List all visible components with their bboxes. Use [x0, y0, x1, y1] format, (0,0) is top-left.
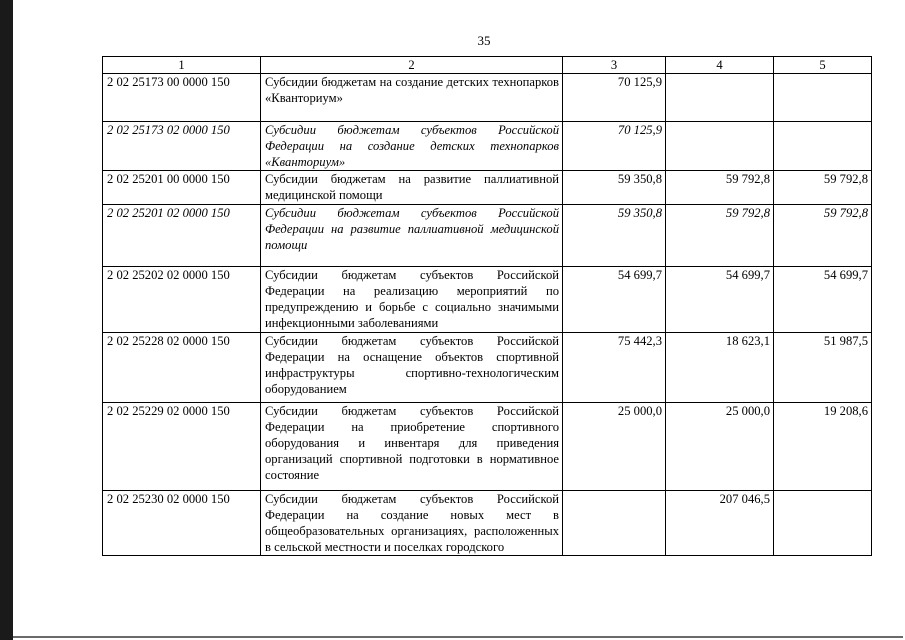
code-cell: 2 02 25201 00 0000 150 [103, 171, 261, 205]
column-header: 2 [261, 57, 563, 74]
amount-col3-cell: 59 350,8 [563, 171, 666, 205]
budget-table [102, 56, 872, 556]
column-header: 4 [666, 57, 774, 74]
amount-col4-cell: 25 000,0 [666, 403, 774, 491]
amount-col4-cell: 18 623,1 [666, 333, 774, 403]
code-cell: 2 02 25173 02 0000 150 [103, 122, 261, 171]
description-cell: Субсидии бюджетам на развитие паллиативной медицинской помощи [261, 171, 563, 205]
amount-col3-cell: 75 442,3 [563, 333, 666, 403]
description-cell: Субсидии бюджетам субъектов Российской Федерации на реализацию мероприятий по предупреждению и борьбе с социально значимыми инфекционными заболеваниями [261, 267, 563, 333]
amount-col5-cell: 51 987,5 [774, 333, 872, 403]
description-cell: Субсидии бюджетам субъектов Российской Федерации на создание детских технопарков «Кванториум» [261, 122, 563, 171]
code-cell: 2 02 25230 02 0000 150 [103, 491, 261, 556]
amount-col5-cell [774, 122, 872, 171]
amount-col4-cell: 54 699,7 [666, 267, 774, 333]
description-cell: Субсидии бюджетам субъектов Российской Федерации на создание новых мест в общеобразовательных организациях, расположенных в сельской местности и поселках городского [261, 491, 563, 556]
amount-col5-cell: 59 792,8 [774, 171, 872, 205]
description-cell: Субсидии бюджетам субъектов Российской Федерации на развитие паллиативной медицинской помощи [261, 205, 563, 267]
table-row [103, 333, 872, 403]
table-row [103, 491, 872, 556]
amount-col4-cell [666, 74, 774, 122]
scan-left-edge [0, 0, 13, 640]
code-cell: 2 02 25228 02 0000 150 [103, 333, 261, 403]
amount-col5-cell: 54 699,7 [774, 267, 872, 333]
description-cell: Субсидии бюджетам субъектов Российской Федерации на приобретение спортивного оборудования и инвентаря для приведения организаций спортивной подготовки в нормативное состояние [261, 403, 563, 491]
table-row [103, 403, 872, 491]
table-row [103, 122, 872, 171]
amount-col4-cell: 207 046,5 [666, 491, 774, 556]
table-row [103, 205, 872, 267]
amount-col4-cell: 59 792,8 [666, 171, 774, 205]
amount-col5-cell [774, 491, 872, 556]
code-cell: 2 02 25173 00 0000 150 [103, 74, 261, 122]
code-cell: 2 02 25201 02 0000 150 [103, 205, 261, 267]
amount-col3-cell: 59 350,8 [563, 205, 666, 267]
column-header: 1 [103, 57, 261, 74]
table-header-row [103, 57, 872, 74]
table-row [103, 171, 872, 205]
amount-col5-cell [774, 74, 872, 122]
table-row [103, 267, 872, 333]
amount-col3-cell: 54 699,7 [563, 267, 666, 333]
description-cell: Субсидии бюджетам субъектов Российской Федерации на оснащение объектов спортивной инфраструктуры спортивно-технологическим оборудованием [261, 333, 563, 403]
column-header: 3 [563, 57, 666, 74]
page-number: 35 [477, 33, 491, 48]
column-header: 5 [774, 57, 872, 74]
amount-col4-cell: 59 792,8 [666, 205, 774, 267]
amount-col5-cell: 19 208,6 [774, 403, 872, 491]
amount-col3-cell: 70 125,9 [563, 122, 666, 171]
amount-col3-cell: 70 125,9 [563, 74, 666, 122]
scan-bottom-edge [13, 636, 903, 638]
amount-col3-cell [563, 491, 666, 556]
amount-col4-cell [666, 122, 774, 171]
code-cell: 2 02 25202 02 0000 150 [103, 267, 261, 333]
amount-col5-cell: 59 792,8 [774, 205, 872, 267]
amount-col3-cell: 25 000,0 [563, 403, 666, 491]
table-row [103, 74, 872, 122]
code-cell: 2 02 25229 02 0000 150 [103, 403, 261, 491]
description-cell: Субсидии бюджетам на создание детских технопарков «Кванториум» [261, 74, 563, 122]
